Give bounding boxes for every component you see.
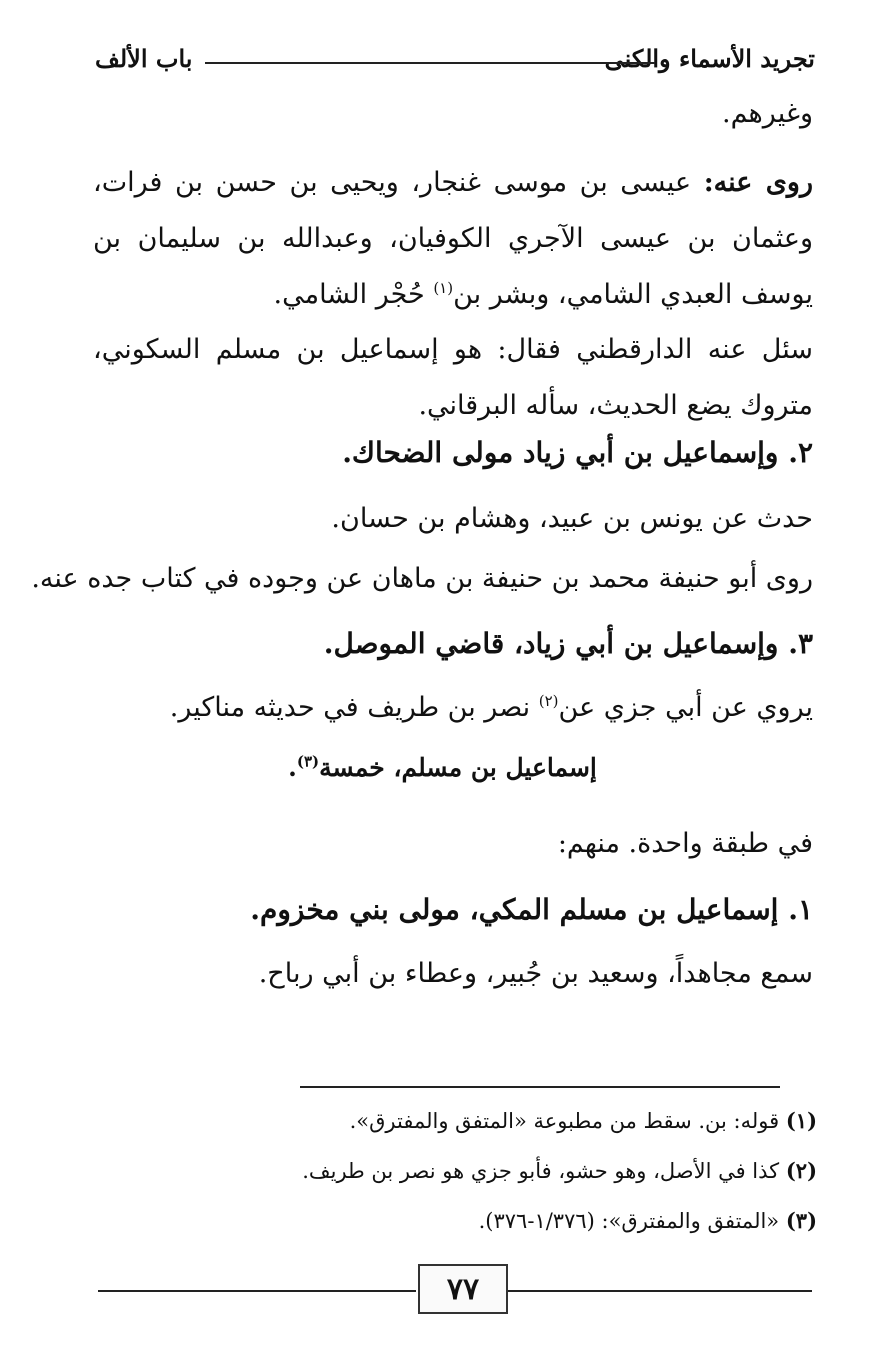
entry-heading-3: ٣. وإسماعيل بن أبي زياد، قاضي الموصل. (323, 627, 813, 660)
entry-3-text-a: يروي عن أبي جزي عن (558, 692, 813, 723)
entry-heading-2: ٢. وإسماعيل بن أبي زياد مولى الضحاك. (342, 436, 813, 469)
header-section-title: باب الألف (95, 44, 193, 73)
footnote-ref-1[interactable]: (١) (433, 279, 454, 297)
text-line-others: وغيرهم. (722, 98, 813, 129)
entry-3-text-b: نصر بن طريف في حديثه مناكير. (169, 692, 539, 723)
entry-heading-1: ١. إسماعيل بن مسلم المكي، مولى بني مخزوم. (250, 893, 813, 926)
footer-rule-left (98, 1290, 416, 1292)
paragraph-one-tier: في طبقة واحدة. منهم: (557, 828, 813, 859)
footnote-1-number: (١) (785, 1108, 817, 1133)
footnote-ref-2[interactable]: (٢) (538, 692, 559, 710)
footnote-2-number: (٢) (785, 1158, 817, 1183)
section-title-end: . (288, 753, 297, 782)
narrators-text: عيسى بن موسى غنجار، ويحيى بن حسن بن فرات، وعثمان بن عيسى الآجري الكوفيان، وعبدالله بن سليمان بن يوسف العبدي الشامي، وبشر بن (93, 167, 813, 310)
footnote-1 (350, 1108, 817, 1133)
footnote-2-text: كذا في الأصل، وهو حشو، فأبو جزي هو نصر بن طريف. (302, 1159, 786, 1183)
narrators-text-end: حُجْر الشامي. (273, 279, 434, 310)
section-title-text: إسماعيل بن مسلم، خمسة (319, 753, 597, 782)
paragraph-daraqutni: سئل عنه الدارقطني فقال: هو إسماعيل بن مسلم السكوني، متروك يضع الحديث، سأله البرقاني. (93, 334, 813, 421)
paragraph-entry-3 (170, 692, 813, 723)
label-narrated-from: روى عنه: (703, 167, 813, 198)
paragraph-narrators (93, 155, 813, 323)
paragraph-entry-1: سمع مجاهداً، وسعيد بن جُبير، وعطاء بن أبي رباح. (258, 958, 813, 989)
paragraph-entry-2-hadith: حدث عن يونس بن عبيد، وهشام بن حسان. (331, 503, 813, 534)
page-number: ٧٧ (418, 1264, 508, 1314)
footer-rule-right (506, 1290, 812, 1292)
footnote-3-text: «المتفق والمفترق»: (١/٣٧٦-٣٧٦). (478, 1209, 786, 1233)
section-title-ismail-bin-muslim (0, 753, 885, 782)
footnote-2 (302, 1158, 817, 1183)
footnote-separator (300, 1086, 780, 1088)
paragraph-entry-2-narrator: روى أبو حنيفة محمد بن حنيفة بن ماهان عن وجوده في كتاب جده عنه. (31, 563, 813, 594)
footnote-3-number: (٣) (785, 1208, 817, 1233)
header-book-title: تجريد الأسماء والكنى (604, 44, 815, 73)
header-rule (205, 62, 655, 64)
footnote-1-text: قوله: بن. سقط من مطبوعة «المتفق والمفترق». (349, 1109, 786, 1133)
running-header (95, 40, 815, 80)
footnote-ref-3[interactable]: (٣) (296, 752, 320, 771)
footnote-3 (479, 1208, 817, 1233)
